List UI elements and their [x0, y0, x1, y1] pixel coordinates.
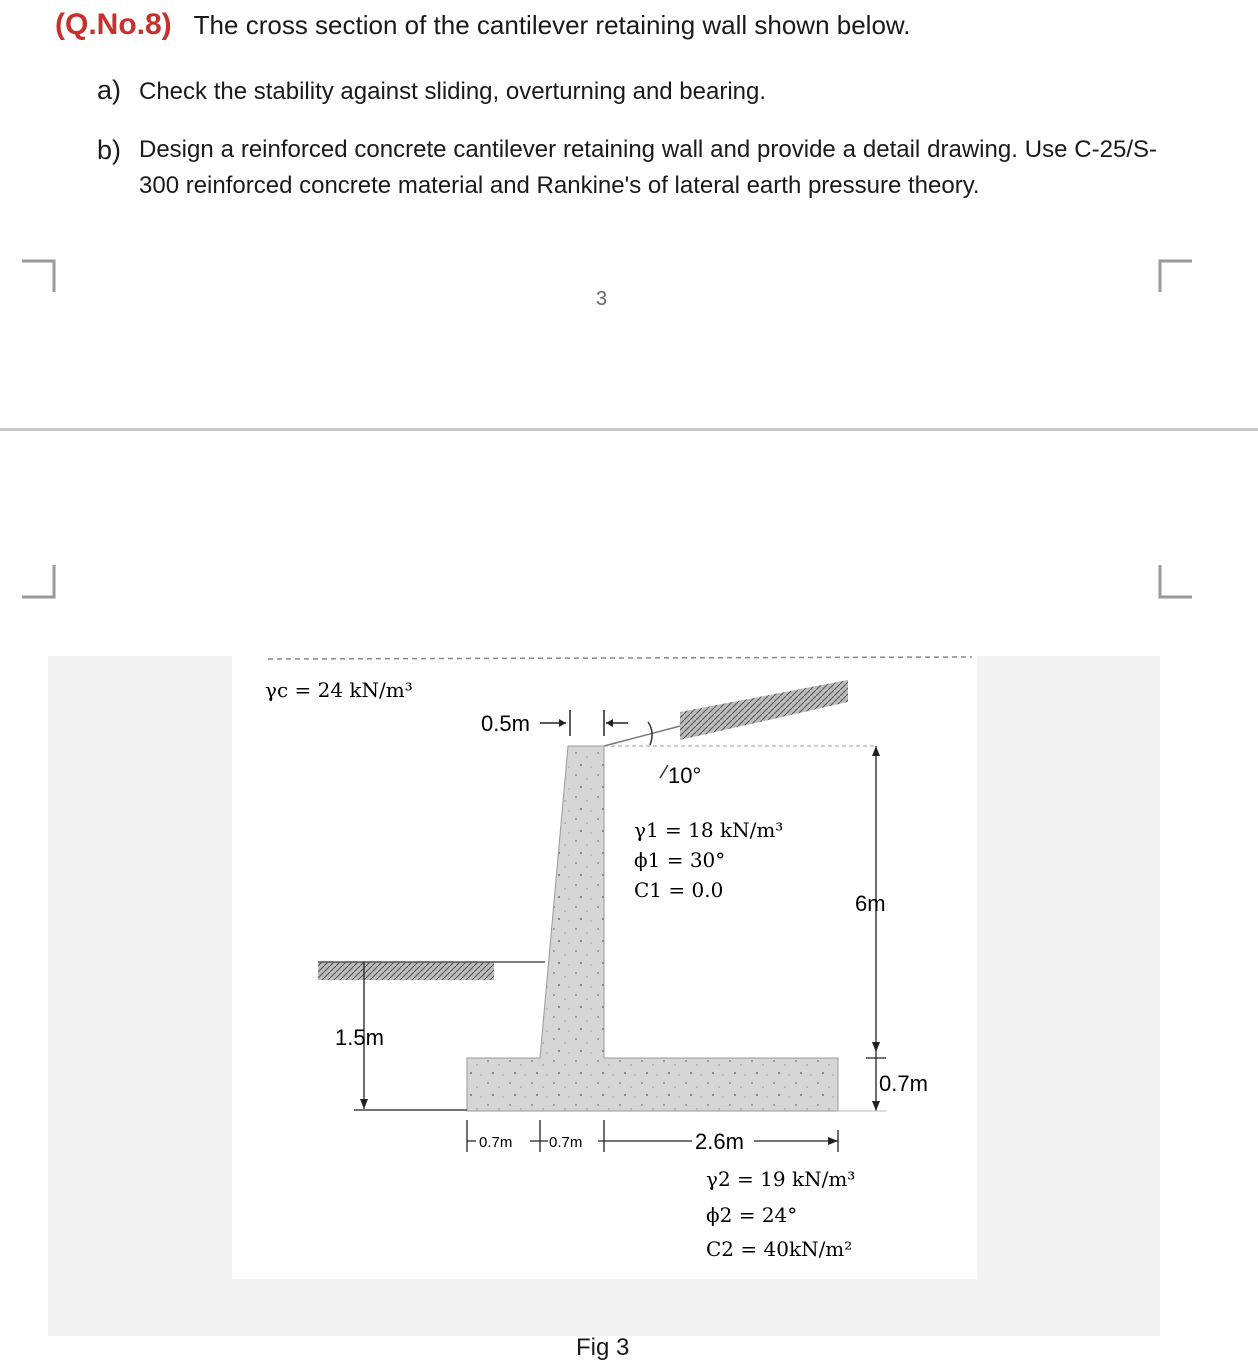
part-b-label: b)	[97, 135, 122, 165]
figure-caption: Fig 3	[576, 1334, 630, 1361]
soil2-phi-label: ϕ2 = 24°	[706, 1203, 798, 1227]
base-thickness-label: 0.7m	[879, 1071, 928, 1096]
page-number: 3	[596, 288, 608, 310]
question-text: The cross section of the cantilever retaining wall shown below.	[193, 10, 911, 40]
part-a-label: a)	[97, 75, 122, 105]
part-b-text: Design a reinforced concrete cantilever retaining wall and provide a detail drawing. Use C-25/S-300 reinforced concrete material and Rankine's of lateral earth pressure theory.	[139, 136, 1157, 199]
concrete-unit-weight-label: γc = 24 kN/m³	[265, 678, 413, 702]
soil1-gamma-label: γ1 = 18 kN/m³	[634, 818, 784, 842]
front-ground-hatch	[318, 962, 494, 980]
question-number: (Q.No.8)	[55, 8, 172, 41]
backfill-angle-label: 10°	[668, 763, 702, 788]
angle-pointer	[660, 765, 668, 778]
cropped-text-remnant	[268, 657, 972, 659]
soil1-cohesion-label: C1 = 0.0	[634, 878, 724, 902]
retaining-wall-body	[467, 746, 838, 1111]
stem-top-width-label: 0.5m	[481, 711, 530, 736]
soil1-phi-label: ϕ1 = 30°	[634, 848, 726, 872]
backfill-hatch	[680, 680, 848, 740]
heel-width-label: 2.6m	[695, 1129, 744, 1154]
soil2-cohesion-label: C2 = 40kN/m²	[706, 1237, 853, 1261]
soil2-gamma-label: γ2 = 19 kN/m³	[706, 1167, 856, 1191]
stem-base-width-label: 0.7m	[549, 1134, 583, 1151]
toe-width-label: 0.7m	[479, 1134, 513, 1151]
part-a-text: Check the stability against sliding, overturning and bearing.	[139, 78, 767, 105]
front-depth-label: 1.5m	[335, 1025, 384, 1050]
wall-height-label: 6m	[855, 891, 886, 916]
